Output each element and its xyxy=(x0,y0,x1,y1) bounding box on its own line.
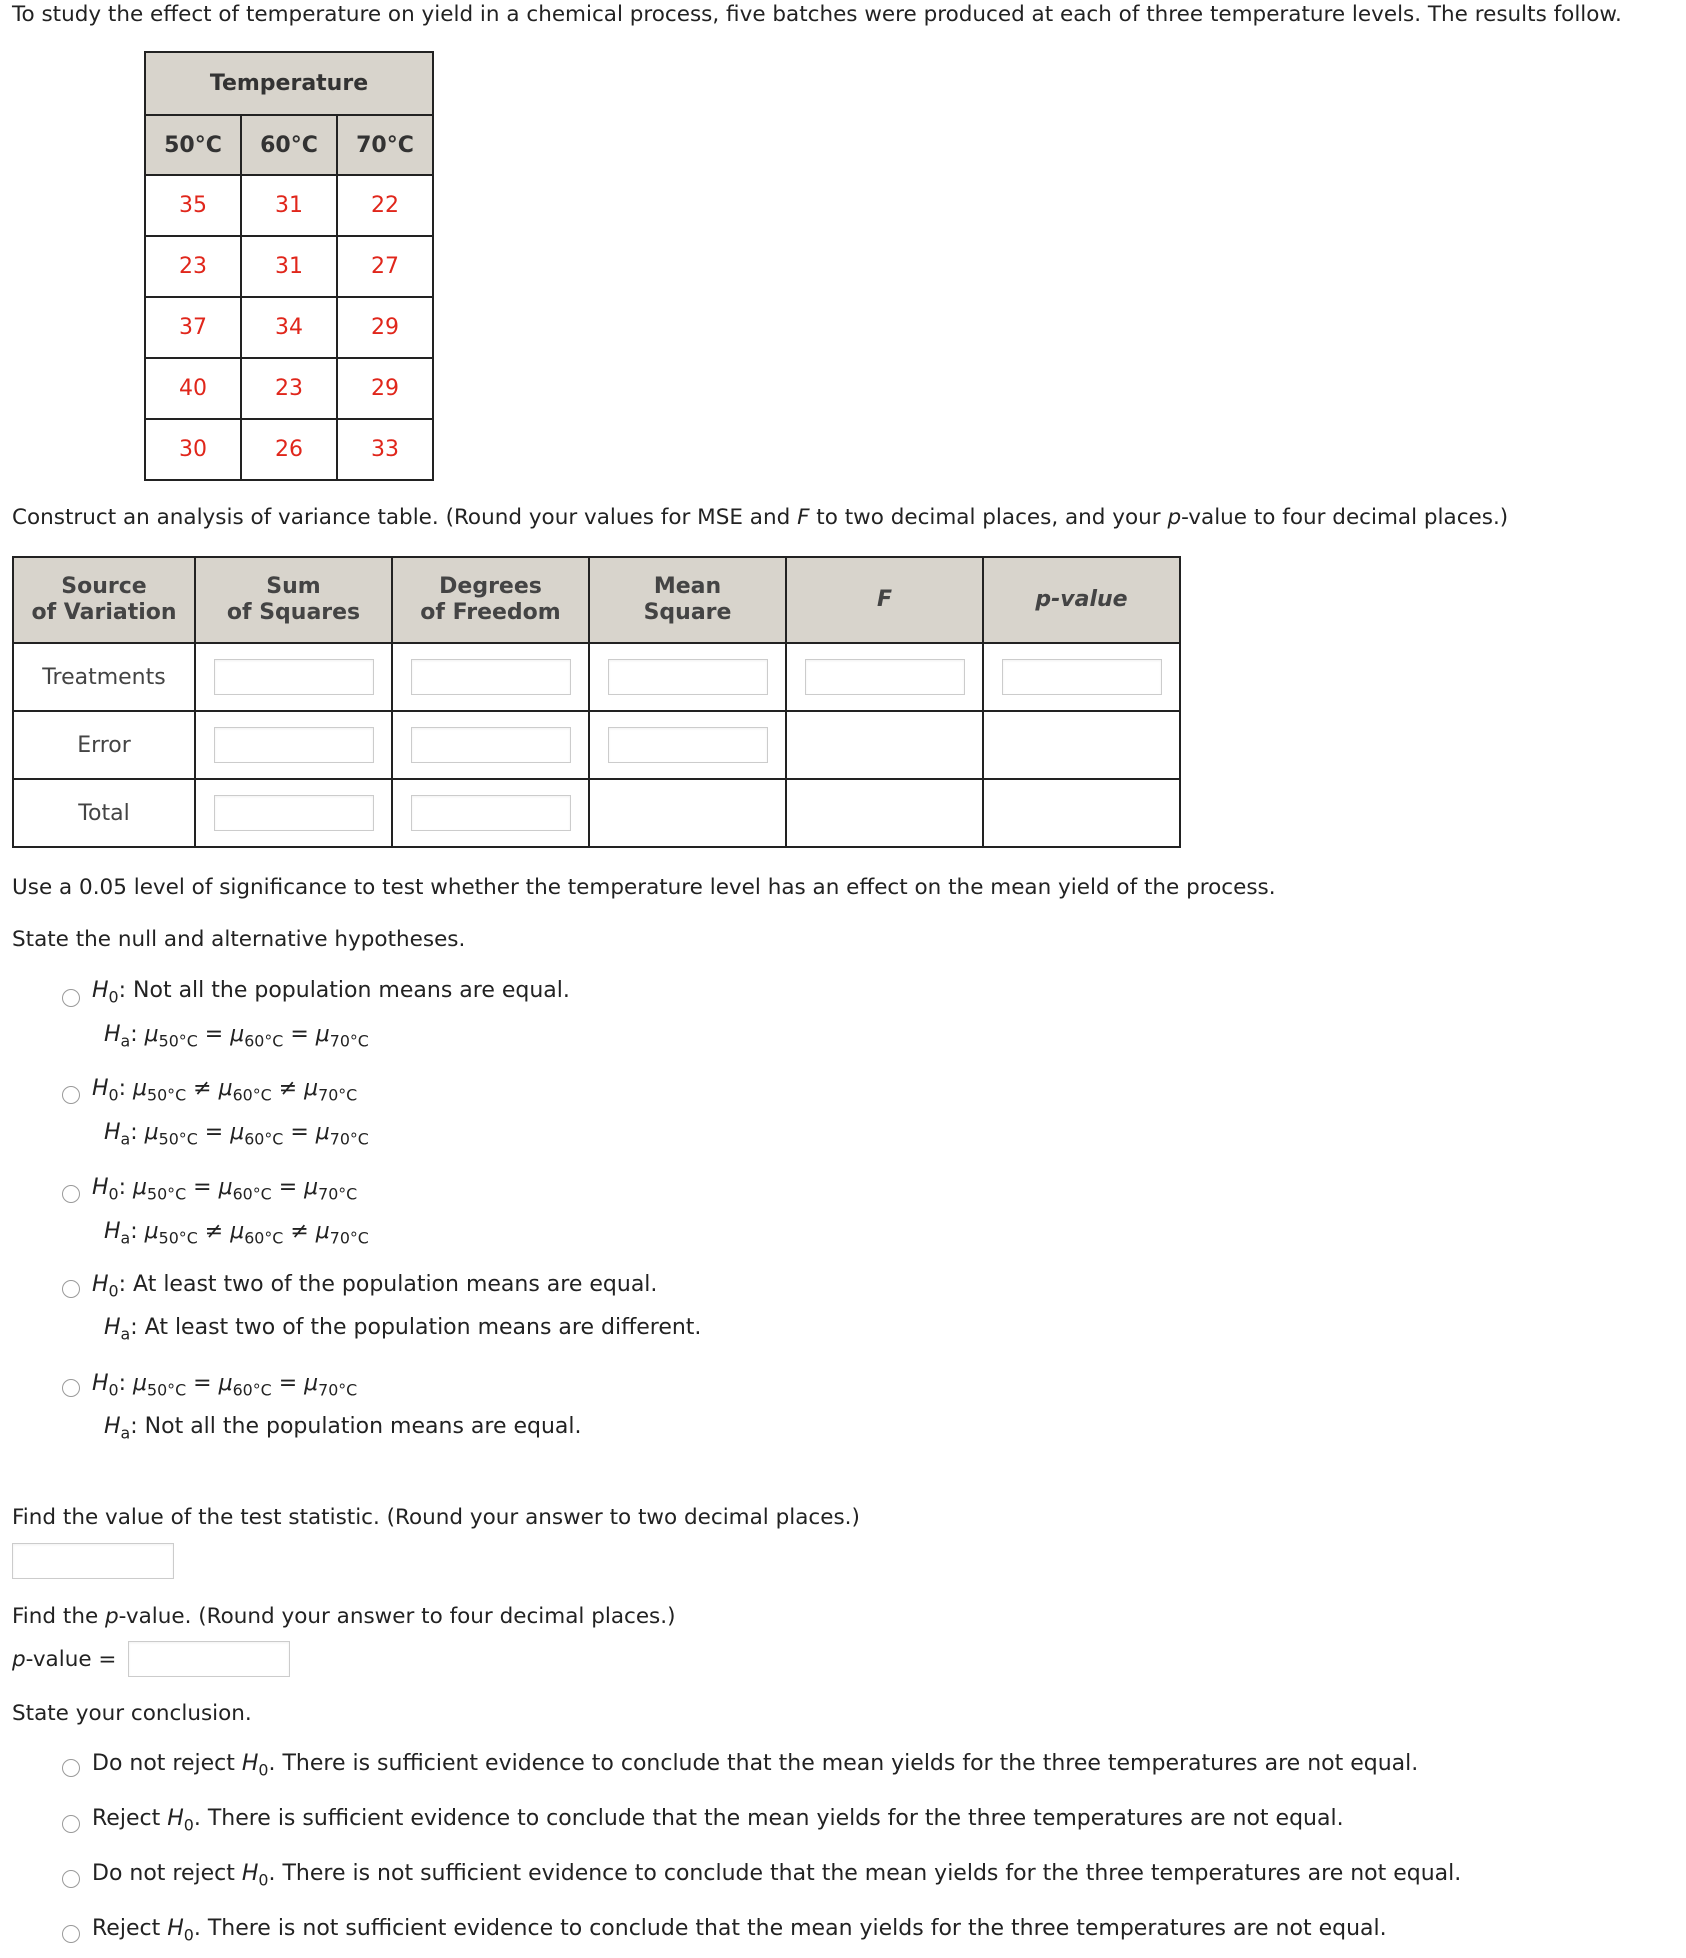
header-source: Source of Variation xyxy=(13,557,195,643)
header-pvalue: p-value xyxy=(983,557,1180,643)
col-60c: 60°C xyxy=(241,115,337,175)
opt5-h0: $H_0$: $\mu_{50^\circ C} = \mu_{60^\circ C} = \mu_{70^\circ C}$ xyxy=(92,1371,358,1400)
header-df: Degrees of Freedom xyxy=(392,557,589,643)
conclusion-option-2-radio[interactable] xyxy=(62,1815,80,1833)
cell: 22 xyxy=(337,175,433,236)
conclusion-option-4-label: Reject $H_0$. There is not sufficient evidence to conclude that the mean yields for the three temperatures are not equal. xyxy=(92,1916,1387,1945)
empty-cell xyxy=(786,779,983,847)
opt2-h0: $H_0$: $\mu_{50^\circ C} \ne \mu_{60^\circ C} \ne \mu_{70^\circ C}$ xyxy=(92,1076,358,1105)
empty-cell xyxy=(786,711,983,779)
cell: 35 xyxy=(145,175,241,236)
cell: 23 xyxy=(145,236,241,297)
total-ss-input[interactable] xyxy=(214,795,374,831)
conclusion-option-1-label: Do not reject $H_0$. There is sufficient evidence to conclude that the mean yields for the three temperatures are not equal. xyxy=(92,1751,1419,1780)
table-row xyxy=(145,236,433,297)
treatments-ss-input[interactable] xyxy=(214,659,374,695)
hypotheses-prompt: State the null and alternative hypotheses. xyxy=(12,927,466,952)
table-row xyxy=(13,643,1180,711)
hypothesis-option-2-radio[interactable] xyxy=(62,1086,80,1104)
table-row xyxy=(13,711,1180,779)
conclusion-prompt: State your conclusion. xyxy=(12,1701,252,1726)
treatments-df-input[interactable] xyxy=(411,659,571,695)
cell: 31 xyxy=(241,236,337,297)
opt2-ha: $H_a$: $\mu_{50^\circ C} = \mu_{60^\circ C} = \mu_{70^\circ C}$ xyxy=(104,1120,369,1149)
empty-cell xyxy=(983,711,1180,779)
pvalue-label: p-value = xyxy=(12,1647,117,1672)
error-ms-input[interactable] xyxy=(608,727,768,763)
significance-text: Use a 0.05 level of significance to test whether the temperature level has an effect on the mean yield of the process. xyxy=(12,875,1276,900)
table-row xyxy=(145,419,433,480)
cell: 29 xyxy=(337,358,433,419)
conclusion-option-1-radio[interactable] xyxy=(62,1759,80,1777)
pvalue-prompt: Find the p-value. (Round your answer to four decimal places.) xyxy=(12,1604,676,1629)
cell: 37 xyxy=(145,297,241,358)
intro-text: To study the effect of temperature on yield in a chemical process, five batches were produced at each of three temperature levels. The results follow. xyxy=(12,2,1622,27)
error-ss-input[interactable] xyxy=(214,727,374,763)
table-row xyxy=(13,779,1180,847)
opt4-h0: $H_0$: At least two of the population means are equal. xyxy=(92,1272,658,1301)
cell: 27 xyxy=(337,236,433,297)
opt3-ha: $H_a$: $\mu_{50^\circ C} \ne \mu_{60^\circ C} \ne \mu_{70^\circ C}$ xyxy=(104,1219,369,1248)
opt3-h0: $H_0$: $\mu_{50^\circ C} = \mu_{60^\circ C} = \mu_{70^\circ C}$ xyxy=(92,1175,358,1204)
total-df-input[interactable] xyxy=(411,795,571,831)
table-row xyxy=(145,358,433,419)
cell: 23 xyxy=(241,358,337,419)
header-ms: Mean Square xyxy=(589,557,786,643)
conclusion-option-3-label: Do not reject $H_0$. There is not sufficient evidence to conclude that the mean yields for the three temperatures are not equal. xyxy=(92,1861,1462,1890)
opt4-ha: $H_a$: At least two of the population means are different. xyxy=(104,1315,702,1344)
opt5-ha: $H_a$: Not all the population means are equal. xyxy=(104,1414,582,1443)
col-70c: 70°C xyxy=(337,115,433,175)
row-label-total: Total xyxy=(13,779,195,847)
col-50c: 50°C xyxy=(145,115,241,175)
table-row xyxy=(145,297,433,358)
treatments-f-input[interactable] xyxy=(805,659,965,695)
conclusion-option-2-label: Reject $H_0$. There is sufficient evidence to conclude that the mean yields for the three temperatures are not equal. xyxy=(92,1806,1344,1835)
test-stat-prompt: Find the value of the test statistic. (Round your answer to two decimal places.) xyxy=(12,1505,860,1530)
header-f: F xyxy=(786,557,983,643)
hypothesis-option-3-radio[interactable] xyxy=(62,1185,80,1203)
hypothesis-option-4-radio[interactable] xyxy=(62,1280,80,1298)
cell: 33 xyxy=(337,419,433,480)
conclusion-option-3-radio[interactable] xyxy=(62,1870,80,1888)
table-row xyxy=(145,175,433,236)
row-label-error: Error xyxy=(13,711,195,779)
treatments-ms-input[interactable] xyxy=(608,659,768,695)
row-label-treatments: Treatments xyxy=(13,643,195,711)
empty-cell xyxy=(589,779,786,847)
cell: 40 xyxy=(145,358,241,419)
conclusion-option-4-radio[interactable] xyxy=(62,1925,80,1943)
error-df-input[interactable] xyxy=(411,727,571,763)
cell: 34 xyxy=(241,297,337,358)
temperature-header: Temperature xyxy=(145,52,433,115)
treatments-pvalue-input[interactable] xyxy=(1002,659,1162,695)
pvalue-input[interactable] xyxy=(128,1641,290,1677)
cell: 26 xyxy=(241,419,337,480)
cell: 29 xyxy=(337,297,433,358)
cell: 30 xyxy=(145,419,241,480)
hypothesis-option-5-radio[interactable] xyxy=(62,1379,80,1397)
test-stat-input[interactable] xyxy=(12,1543,174,1579)
temperature-table xyxy=(144,51,434,481)
header-ss: Sum of Squares xyxy=(195,557,392,643)
opt1-ha: $H_a$: $\mu_{50^\circ C} = \mu_{60^\circ C} = \mu_{70^\circ C}$ xyxy=(104,1022,369,1051)
opt1-h0: $H_0$: Not all the population means are equal. xyxy=(92,978,570,1007)
empty-cell xyxy=(983,779,1180,847)
hypothesis-option-1-radio[interactable] xyxy=(62,989,80,1007)
anova-instruction: Construct an analysis of variance table. (Round your values for MSE and F to two decimal places, and your p-value to four decimal places.) xyxy=(12,505,1509,530)
cell: 31 xyxy=(241,175,337,236)
anova-table xyxy=(12,556,1181,848)
